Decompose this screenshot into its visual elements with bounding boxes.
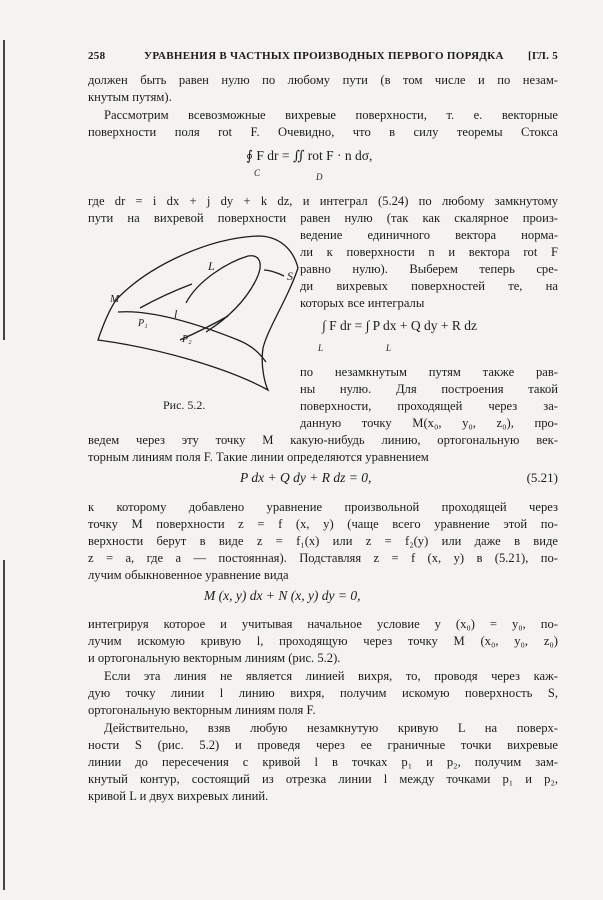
text-line: Действительно, взяв любую незамкнутую кривую L на поверх-: [104, 721, 558, 735]
integral-sub-right: L: [386, 343, 392, 353]
text-line: ведение единичного вектора норма-: [300, 228, 558, 242]
text-line: ортогональную векторным линиям поля F.: [88, 703, 316, 717]
text-line: должен быть равен нулю по любому пути (в том числе и по незам-: [88, 73, 558, 87]
text-line: ведем через эту точку M какую-нибудь линию, ортогональную век-: [88, 433, 558, 447]
stokes-lhs: ∮ F dr =: [246, 148, 293, 163]
stokes-sub-c: C: [254, 168, 261, 178]
text-line: равно нулю). Выберем теперь сре-: [300, 262, 558, 276]
text-line: торным линиям поля F. Такие линии определяются уравнением: [88, 450, 429, 464]
text-line: лучим обыкновенное уравнение вида: [88, 568, 289, 582]
label-M: M: [110, 293, 120, 305]
text-line: дую точку линии l линию вихря, получим искомую поверхность S,: [88, 686, 558, 700]
text-line: z = a, где a — постоянная). Подставляя z = f (x, y) в (5.21), по-: [88, 551, 558, 565]
text-line: поверхности, проходящей через за-: [300, 399, 558, 413]
figure-5-2: [88, 228, 300, 393]
text-line: точку M поверхности z = f (x, y) (чаще всего уравнение этой по-: [88, 517, 558, 531]
figure-caption: Рис. 5.2.: [163, 398, 206, 412]
label-S: S: [287, 269, 293, 283]
text-line: где dr = i dx + j dy + k dz, и интеграл (5.24) по любому замкнутому: [88, 194, 558, 208]
surface-outline: [98, 236, 298, 390]
text-line: ли к поверхности n и вектора rot F: [300, 245, 558, 259]
text-line: пути на вихревой поверхности равен нулю (так как скалярное произ-: [88, 211, 558, 225]
label-l: l: [174, 307, 178, 321]
running-title: УРАВНЕНИЯ В ЧАСТНЫХ ПРОИЗВОДНЫХ ПЕРВОГО ПОРЯДКА: [144, 50, 504, 62]
text-line: ности S (рис. 5.2) и проведя через ее граничные точки вихревые: [88, 738, 558, 752]
text-line: и ортогональную векторным линиям (рис. 5.2).: [88, 651, 341, 665]
text-line: кнутым путям).: [88, 90, 172, 104]
text-line: интегрируя которое и учитывая начальное условие y (x₀) = y₀, по-: [88, 617, 558, 631]
page-edge-shadow: [3, 560, 5, 890]
text-line: которых все интегралы: [300, 296, 425, 310]
text-line: поверхности поля rot F. Очевидно, что в силу теоремы Стокса: [88, 125, 558, 139]
chapter-label: [ГЛ. 5: [528, 50, 558, 62]
text-line: кнутый контур, состоящий из отрезка линии l между точками p₁ и p₂,: [88, 772, 558, 786]
page-number: 258: [88, 50, 106, 62]
text-line: ны нулю. Для построения такой: [300, 382, 558, 396]
text-line: Если эта линия не является линией вихря, то, проводя через каж-: [104, 669, 558, 683]
integral-sub-left: L: [318, 343, 324, 353]
s-pointer: [264, 270, 284, 276]
text-line: ди вихревых поверхностей те, на: [300, 279, 558, 293]
text-line: данную точку M(x₀, y₀, z₀), про-: [300, 416, 558, 430]
text-line: линии до пересечения с кривой l в точках p₁ и p₂, получим зам-: [88, 755, 558, 769]
label-p1: P₁: [138, 318, 148, 329]
label-p2: P₂: [182, 334, 192, 345]
vortex-line-p1: [140, 284, 192, 308]
line-integral-formula: ∫ F dr = ∫ P dx + Q dy + R dz: [322, 318, 477, 333]
text-line: по незамкнутым путям также рав-: [300, 365, 558, 379]
text-line: Рассмотрим всевозможные вихревые поверхности, т. е. векторные: [104, 108, 558, 122]
equation-5-21: P dx + Q dy + R dz = 0,: [240, 470, 372, 485]
page-edge-shadow: [3, 40, 5, 340]
stokes-formula: [246, 148, 372, 164]
equation-number-5-21: (5.21): [526, 470, 558, 485]
ode-equation: M (x, y) dx + N (x, y) dy = 0,: [204, 588, 361, 603]
text-line: верхности берут в виде z = f₁(x) или z = f₂(y) или даже в виде: [88, 534, 558, 548]
text-line: кривой L и двух вихревых линий.: [88, 789, 269, 803]
text-line: к которому добавлено уравнение произвольной проходящей через: [88, 500, 558, 514]
stokes-sub-d: D: [316, 172, 323, 182]
stokes-rhs: ∬ rot F · n dσ,: [292, 148, 373, 163]
label-L: L: [208, 259, 215, 273]
curve-L: [186, 256, 260, 332]
text-line: лучим искомую кривую l, проходящую через точку M (x₀, y₀, z₀): [88, 634, 558, 648]
